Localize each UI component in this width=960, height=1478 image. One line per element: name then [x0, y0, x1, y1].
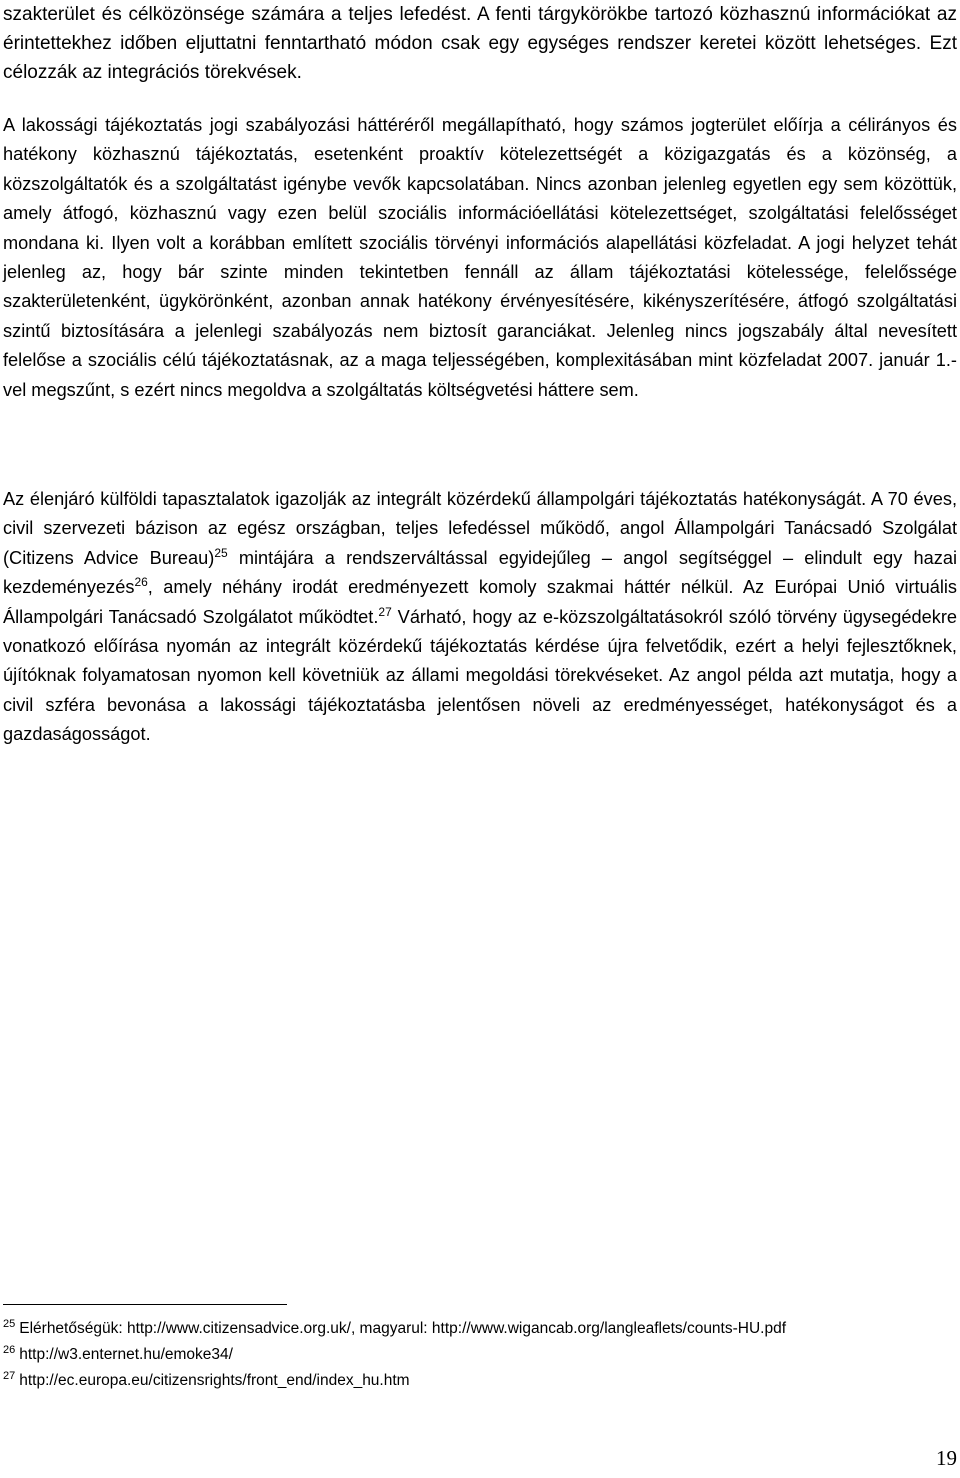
paragraph-legal-background: A lakossági tájékoztatás jogi szabályozási háttéréről megállapítható, hogy számos jogterület előírja a célirányos és hatékony közhasznú tájékoztatás, esetenként proaktív kötelezettségét a közigazgatás és a közönség, a közszolgáltatók és a szolgáltatást igénybe vevők kapcsolatában. Nincs azonban jelenleg egyetlen egy sem közöttük, amely átfogó, közhasznú vagy ezen belül szociális információellátási kötelezettséget, szolgáltatási felelősséget mondana ki. Ilyen volt a korábban említett szociális törvényi információs alapellátási közfeladat. A jogi helyzet tehát jelenleg az, hogy bár szinte minden tekintetben fennáll az állam tájékoztatási kötelessége, felelőssége szakterületenként, ügykörönként, azonban annak hatékony érvényesítésére, kikényszerítésére, átfogó szolgáltatási szintű biztosítására a jelenlegi szabályozás nem biztosít garanciákat. Jelenleg nincs jogszabály által nevesített felelőse a szociális célú tájékoztatásnak, az a maga teljességében, komplexitásában mint közfeladat 2007. január 1.-vel megszűnt, s ezért nincs megoldva a szolgáltatás költségvetési háttere sem. — [3, 115, 957, 400]
paragraph-text-part: mintájára a rendszerváltással egyidejűleg – angol segítséggel – elindult egy hazai kezdeményezés — [3, 547, 957, 598]
footnote-number: 26 — [3, 1344, 16, 1356]
footnote-separator — [3, 1304, 287, 1305]
footnote-reference: 26 — [134, 575, 148, 590]
paragraph-integration-intro: szakterület és célközönsége számára a teljes lefedést. A fenti tárgykörökbe tartozó közhasznú információkat az érintettekhez időben eljuttatni fenntartható módon csak egy egységes rendszer keretei között lehetséges. Ezt célozzák az integrációs törekvések. — [3, 4, 957, 83]
footnote-reference: 27 — [378, 604, 392, 619]
footnote-reference: 25 — [214, 545, 228, 560]
paragraph-text-part: Az élenjáró külföldi tapasztalatok igazolják az integrált közérdekű állampolgári tájékoztatás hatékonyságát. A 70 éves, civil szervezeti bázison az egész országban, teljes lefedéssel működő, angol Állampolgári Tanácsadó Szolgálat (Citizens Advice Bureau) — [3, 489, 957, 568]
footnotes — [3, 1316, 957, 1394]
footnote-text: http://w3.enternet.hu/emoke34/ — [19, 1346, 233, 1363]
paragraph-text-part: , amely néhány irodát eredményezett komoly szakmai háttér nélkül. Az Európai Unió virtuális Állampolgári Tanácsadó Szolgálatot működtet. — [3, 577, 957, 627]
paragraph-text-part: Várható, hogy az e-közszolgáltatásokról szóló törvény ügysegédekre vonatkozó előírása nyomán az integrált közérdekű tájékoztatás kérdése újra felvetődik, ezért a helyi fejlesztőknek, újítóknak folyamatosan nyomon kell követniük az állami megoldási törekvéseket. Az angol példa azt mutatja, hogy a civil szféra bevonása a lakossági tájékoztatásba jelentősen növeli az eredményességet, hatékonyságot és a gazdaságosságot. — [3, 606, 957, 745]
footnote-number: 25 — [3, 1318, 16, 1330]
document-page — [3, 0, 957, 1478]
paragraph-foreign-experience — [3, 485, 957, 750]
footnote-26 — [3, 1342, 957, 1368]
footnote-25 — [3, 1316, 957, 1342]
footnote-number: 27 — [3, 1370, 16, 1382]
page-number: 19 — [936, 1446, 957, 1470]
footnote-text: Elérhetőségük: http://www.citizensadvice.org.uk/, magyarul: http://www.wigancab.org/langleaflets/counts-HU.pdf — [19, 1320, 787, 1337]
footnote-text: http://ec.europa.eu/citizensrights/front_end/index_hu.htm — [19, 1372, 410, 1389]
footnote-27 — [3, 1368, 957, 1394]
